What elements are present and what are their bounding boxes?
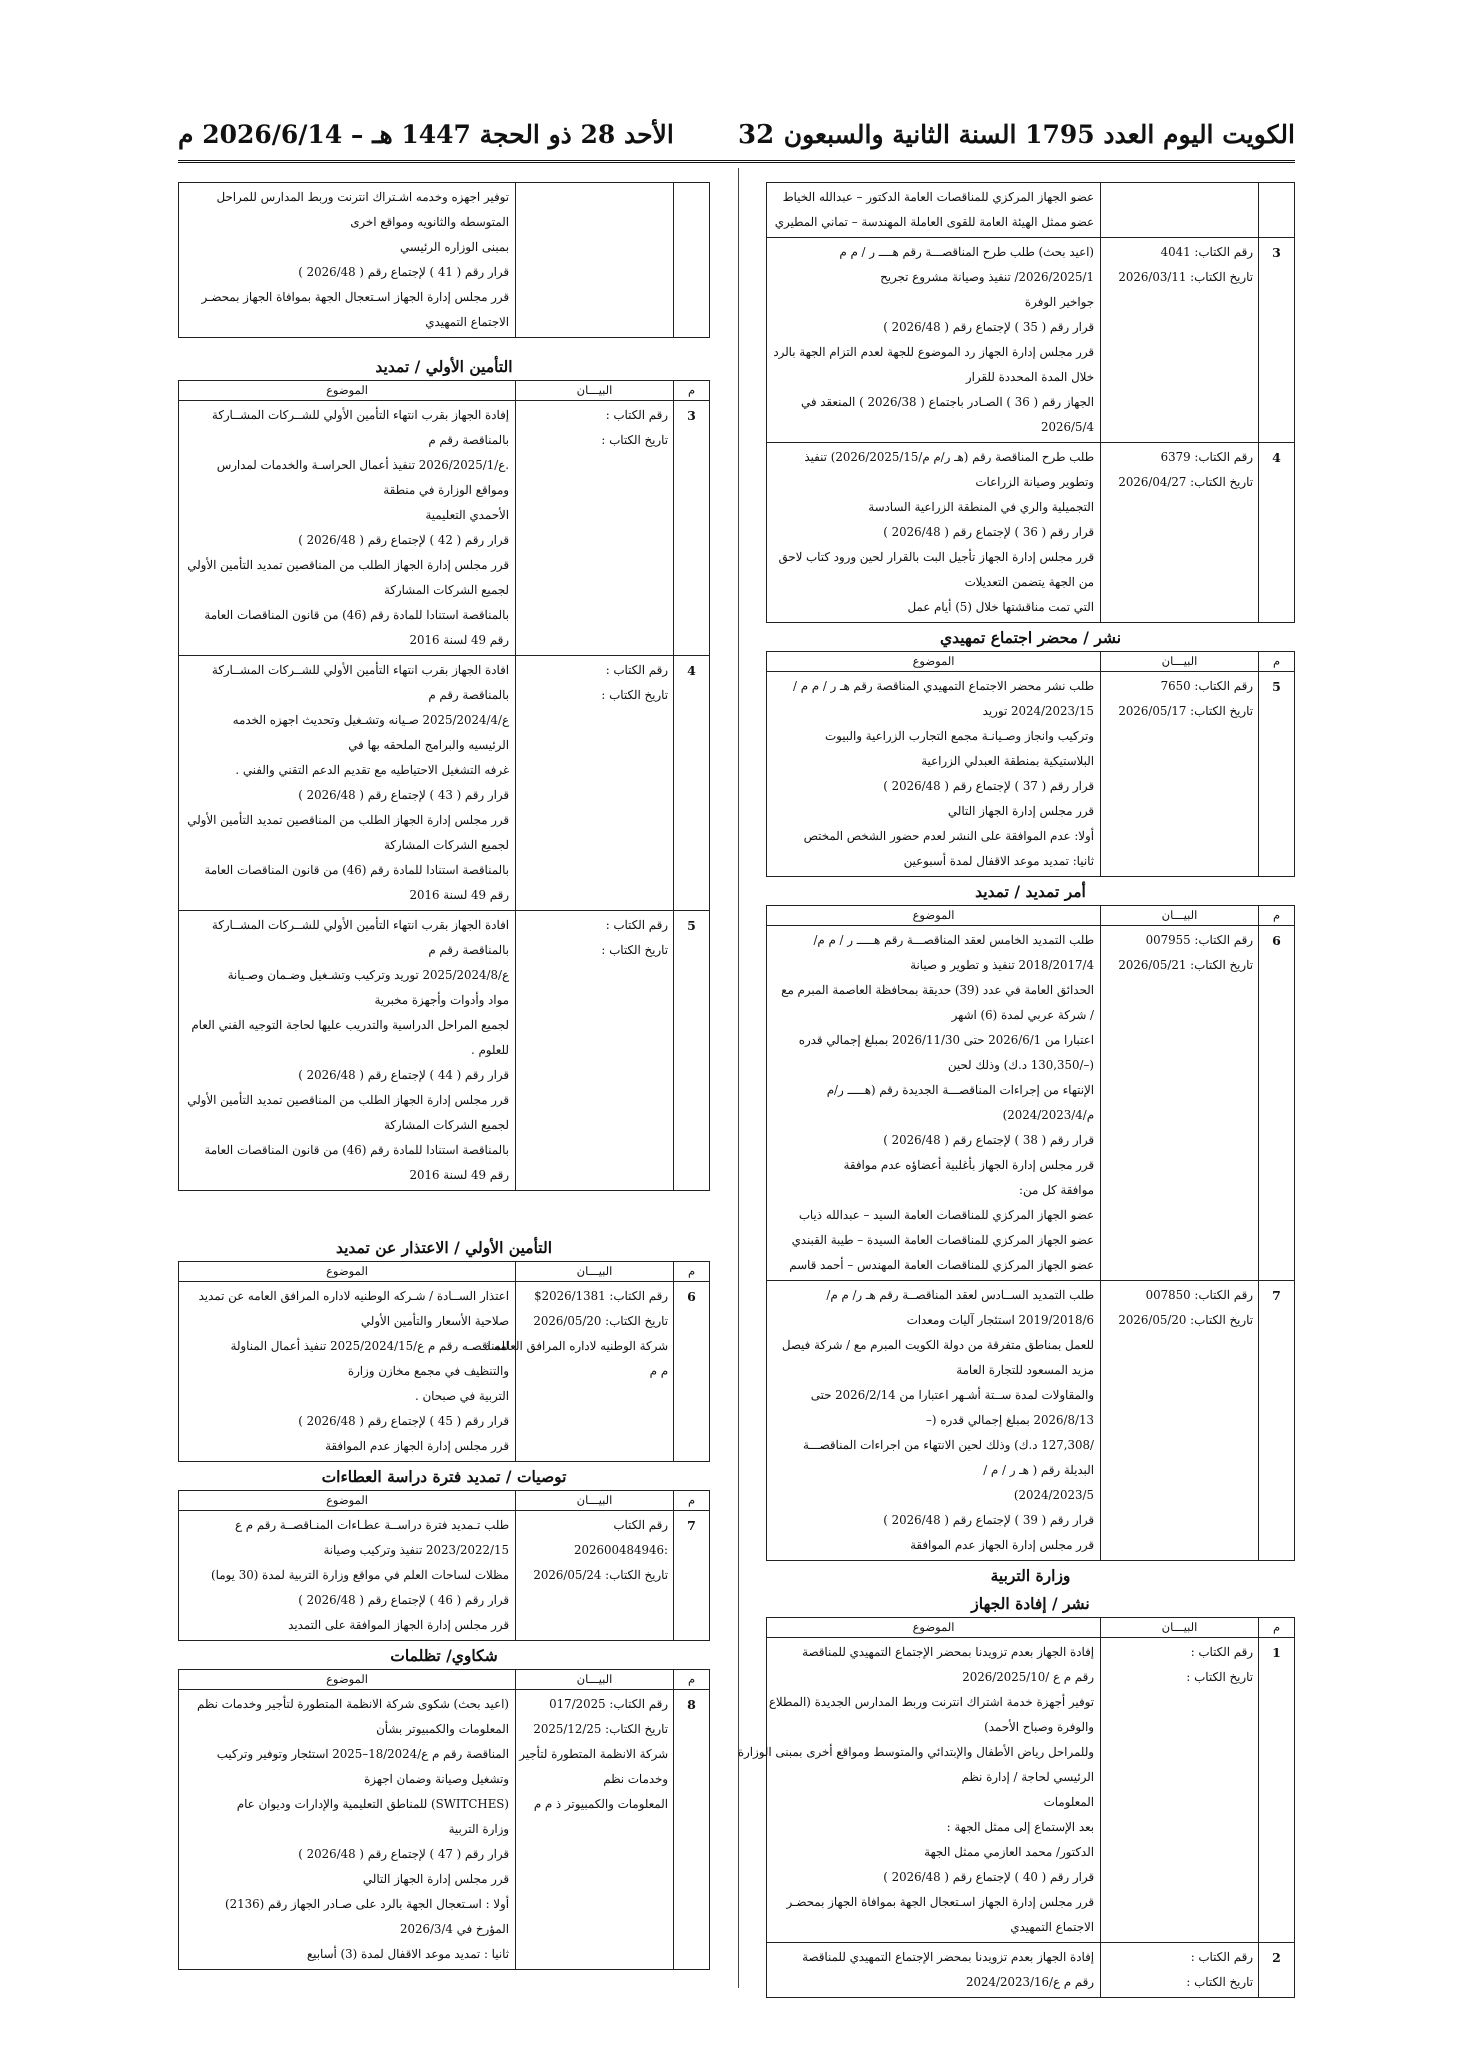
- col-header-statement: البيـــان: [1101, 652, 1259, 672]
- text-line: بعد الإستماع إلى ممثل الجهة :: [946, 1820, 1094, 1834]
- statement-cell: [516, 656, 674, 911]
- text-line: رقم م ع/2024/2023/16: [965, 1975, 1094, 1989]
- col-header-statement: البيـــان: [516, 1670, 674, 1690]
- text-line: 2024/2023/15 توريد: [982, 704, 1094, 718]
- statement-cell: [1101, 926, 1259, 1281]
- col-header-subject: الموضوع: [179, 1262, 516, 1282]
- statement-cell: [1101, 238, 1259, 443]
- text-line: بالمناقصة استنادا للمادة رقم (46) من قانون المناقصات العامة: [204, 1143, 509, 1157]
- text-line: تاريخ الكتاب :: [601, 943, 668, 957]
- table-row: [767, 443, 1295, 623]
- table-row: [179, 656, 710, 911]
- text-line: رقم الكتاب: 007850: [1145, 1288, 1253, 1302]
- text-line: شركة الوطنيه لاداره المرافق العامه ذ: [484, 1339, 668, 1353]
- text-line: قرر مجلس إدارة الجهاز اسـتعجال الجهة بموافاة الجهاز بمحضـر: [201, 290, 509, 304]
- row-number-cell: 7: [674, 1511, 710, 1641]
- table-row: [767, 926, 1295, 1281]
- text-line: /127,308 د.ك) وذلك لحين الانتهاء من اجراءات المناقصـــة: [802, 1438, 1094, 1452]
- text-line: غرفه التشغيل الاحتياطيه مع تقديم الدعم التقني والفني .: [235, 763, 509, 777]
- text-line: قرار رقم ( 45 ) لإجتماع رقم ( 2026/48 ): [298, 1414, 509, 1428]
- subject-cell: [179, 911, 516, 1191]
- text-line: لجميع الشركات المشاركة: [383, 583, 509, 597]
- text-line: المعلومات: [1043, 1795, 1094, 1809]
- text-line: توفير أجهزة خدمة اشتراك انترنت وربط المدارس الجديدة (المطلاع: [768, 1695, 1094, 1709]
- row-number-cell: 7: [1259, 1281, 1295, 1561]
- issue-date: الأحد 28 ذو الحجة 1447 هـ – 2026/6/14 م: [178, 120, 674, 149]
- text-line: اعتذار الســادة / شـركه الوطنيه لاداره المرافق العامه عن تمديد: [198, 1289, 509, 1303]
- row-number-cell: 1: [1259, 1638, 1295, 1943]
- text-line: طلب تـمديد فترة دراســة عطـاءات المنـاقصــة رقم م ع: [235, 1518, 509, 1532]
- text-line: قرار رقم ( 44 ) لإجتماع رقم ( 2026/48 ): [298, 1068, 509, 1082]
- statement-cell: [516, 1511, 674, 1641]
- text-line: تاريخ الكتاب: 2026/05/21: [1118, 958, 1253, 972]
- statement-cell: [484, 1282, 674, 1462]
- text-line: التجميلية والري في المنطقة الزراعية السادسة: [868, 500, 1094, 514]
- col-header-subject: الموضوع: [767, 906, 1101, 926]
- statement-cell: [1101, 672, 1259, 877]
- text-line: المؤرخ في 2026/3/4: [399, 1922, 509, 1936]
- col-header-statement: البيـــان: [516, 381, 674, 401]
- col-header-num: م: [1259, 1618, 1295, 1638]
- text-line: قرار رقم ( 39 ) لإجتماع رقم ( 2026/48 ): [883, 1513, 1094, 1527]
- text-line: البديلة رقم ( هـ ر / م /: [983, 1463, 1094, 1477]
- text-line: موافقة كل من:: [1019, 1183, 1094, 1197]
- section-title: التأمين الأولي / تمديد: [375, 357, 513, 376]
- text-line: تاريخ الكتاب: 2026/05/17: [1118, 704, 1253, 718]
- text-line: ع/2025/2024/8 توريد وتركيب وتشـغيل وضـمان وصـيانة: [227, 968, 509, 982]
- text-line: وخدمات نظم: [603, 1772, 668, 1786]
- text-line: قرار رقم ( 42 ) لإجتماع رقم ( 2026/48 ): [298, 533, 509, 547]
- col-header-num: م: [674, 1262, 710, 1282]
- text-line: المتوسطه والثانويه ومواقع اخرى: [350, 215, 509, 229]
- text-line: توفير اجهزه وخدمه اشـتراك انترنت وربط المدارس للمراحل: [216, 190, 509, 204]
- text-line: تاريخ الكتاب :: [1186, 1975, 1253, 1989]
- subject-cell: [737, 1638, 1101, 1943]
- text-line: قرر مجلس إدارة الجهاز اسـتعجال الجهة بموافاة الجهاز بمحضـر: [786, 1895, 1094, 1909]
- col-header-statement: البيـــان: [1101, 906, 1259, 926]
- table-row: [179, 1282, 710, 1462]
- text-line: رقم الكتاب: 7650: [1160, 679, 1253, 693]
- text-line: الجهاز رقم ( 36 ) الصـادر باجتماع ( 2026/38 ) المنعقد في: [801, 395, 1094, 409]
- text-line: ومواقع الوزارة في منطقة: [383, 483, 509, 497]
- statement-cell: [1101, 183, 1259, 238]
- col-header-num: م: [1259, 652, 1295, 672]
- col-header-num: م: [674, 1670, 710, 1690]
- text-line: رقم م ع /2026/2025/10: [962, 1670, 1094, 1684]
- text-line: التربية في صبحان .: [414, 1389, 509, 1403]
- text-line: وزارة التربية: [448, 1822, 509, 1836]
- text-line: طلب طرح المناقصة رقم (هـ ر/م م/2026/2025/15) تنفيذ: [804, 450, 1094, 464]
- text-line: قرر مجلس إدارة الجهاز الطلب من المناقصين تمديد التأمين الأولي: [187, 1093, 509, 1107]
- right-column: [737, 182, 1295, 1998]
- text-line: وتشغيل وصيانة وضمان اجهزة: [364, 1772, 509, 1786]
- subject-cell: [767, 443, 1101, 623]
- col-header-subject: الموضوع: [179, 381, 516, 401]
- text-line: رقم الكتاب :: [605, 663, 668, 677]
- text-line: بالمناقصة رقم م: [428, 433, 509, 447]
- col-header-num: م: [674, 1491, 710, 1511]
- decisions-table: [178, 1669, 710, 1970]
- subject-cell: [179, 1511, 516, 1641]
- subject-cell: [767, 672, 1101, 877]
- col-header-num: م: [1259, 906, 1295, 926]
- text-line: (اعيد بحث) شكوى شركة الانظمة المتطورة لتأجير وخدمات نظم: [197, 1697, 509, 1711]
- text-line: .ع/2026/2025/1 تنفيذ أعمال الحراسـة والخدمات لمدارس: [216, 458, 509, 472]
- text-line: تاريخ الكتاب: 2026/04/27: [1118, 475, 1253, 489]
- text-line: أولا: عدم الموافقة على النشر لعدم حضور الشخص المختص: [803, 829, 1094, 843]
- text-line: عضو الجهاز المركزي للمناقصات العامة الدكتور – عبدالله الخياط: [782, 190, 1094, 204]
- text-line: طلب التمديد الســادس لعقد المناقصــة رقم هـ ر/ م م/: [826, 1288, 1094, 1302]
- text-line: تاريخ الكتاب: 2026/05/20: [533, 1314, 668, 1328]
- text-line: قرر مجلس إدارة الجهاز بأغلبية أعضاؤه عدم موافقة: [843, 1158, 1094, 1172]
- section-title: توصيات / تمديد فترة دراسة العطاءات: [321, 1467, 567, 1486]
- subject-cell: [179, 656, 516, 911]
- col-header-num: م: [674, 381, 710, 401]
- text-line: ثانيا: تمديد موعد الاقفال لمدة أسبوعين: [903, 854, 1094, 868]
- text-line: قرر مجلس إدارة الجهاز التالي: [947, 804, 1094, 818]
- text-line: قرار رقم ( 43 ) لإجتماع رقم ( 2026/48 ): [298, 788, 509, 802]
- gazette-issue-title: الكويت اليوم العدد 1795 السنة الثانية والسبعون: [783, 120, 1295, 149]
- text-line: أولا : اسـتعجال الجهة بالرد على صـادر الجهاز رقم (2136): [225, 1897, 509, 1911]
- statement-cell: [1101, 1281, 1259, 1561]
- row-number-cell: [1259, 183, 1295, 238]
- text-line: الإنتهاء من إجراءات المناقصـــة الجديدة رقم (هـــــ ر/م: [826, 1083, 1094, 1097]
- text-line: طلب نشر محضر الاجتماع التمهيدي المناقصة رقم هـ ر / م م /: [792, 679, 1094, 693]
- statement-cell: [1101, 1638, 1259, 1943]
- decisions-table: [178, 1490, 710, 1641]
- text-line: تاريخ الكتاب :: [1186, 1670, 1253, 1684]
- section-title: شكاوي/ تظلمات: [390, 1646, 498, 1665]
- text-line: المعلومات والكمبيوتر ذ م م: [533, 1797, 668, 1811]
- table-row: [767, 1281, 1295, 1561]
- text-line: عضو ممثل الهيئة العامة للقوى العاملة المهندسة – تماني المطيري: [774, 215, 1094, 229]
- table-header-row: [179, 1491, 710, 1511]
- subject-cell: [179, 1690, 516, 1970]
- text-line: 2019/2018/6 استئجار آليات ومعدات: [906, 1313, 1094, 1327]
- statement-cell: [516, 401, 674, 656]
- text-line: ع/2025/2024/4 صـيانه وتشـغيل وتحديث اجهزه الخدمه: [232, 713, 509, 727]
- text-line: رقم الكتاب: 2026/1381$: [534, 1289, 668, 1303]
- text-line: طلب التمديد الخامس لعقد المناقصـــة رقم هـــــ ر / م م/: [813, 933, 1094, 947]
- page-header: [178, 120, 1295, 160]
- row-number-cell: 6: [1259, 926, 1295, 1281]
- subject-cell: [767, 1943, 1101, 1998]
- col-header-statement: البيـــان: [516, 1491, 674, 1511]
- text-line: قرار رقم ( 41 ) لإجتماع رقم ( 2026/48 ): [298, 265, 509, 279]
- text-line: رقم 49 لسنة 2016: [409, 888, 509, 902]
- decisions-table: [766, 651, 1295, 877]
- text-line: رقم الكتاب: [613, 1518, 668, 1532]
- text-line: رقم الكتاب: 007955: [1145, 933, 1253, 947]
- col-header-subject: الموضوع: [767, 1618, 1101, 1638]
- text-line: البلاستيكية بمنطقة العبدلي الزراعية: [921, 754, 1094, 768]
- text-line: عضو الجهاز المركزي للمناقصات العامة السيدة – طيبة القبندي: [791, 1233, 1094, 1247]
- text-line: بالمناقصة استنادا للمادة رقم (46) من قانون المناقصات العامة: [204, 608, 509, 622]
- text-line: رقم الكتاب :: [605, 918, 668, 932]
- text-line: (SWITCHES) للمناطق التعليمية والإدارات وديوان عام: [236, 1797, 509, 1811]
- table-row: [767, 672, 1295, 877]
- text-line: م/2024/2023/4): [1002, 1108, 1094, 1122]
- text-line: والوفرة وصباح الأحمد): [984, 1720, 1094, 1734]
- subject-cell: [767, 238, 1101, 443]
- subject-cell: [179, 1282, 516, 1462]
- continuation-table: [766, 182, 1295, 623]
- text-line: 2026/5/4: [1041, 420, 1094, 434]
- text-line: والتنظيف في مجمع مخازن وزارة: [347, 1364, 509, 1378]
- text-line: عضو الجهاز المركزي للمناقصات العامة السيد – عبدالله ذياب: [798, 1208, 1094, 1222]
- table-header-row: [767, 1618, 1295, 1638]
- subject-cell: [767, 183, 1101, 238]
- text-line: قرر مجلس إدارة الجهاز رد الموضوع للجهة لعدم التزام الجهة بالرد: [773, 345, 1094, 359]
- text-line: قرار رقم ( 36 ) لإجتماع رقم ( 2026/48 ): [883, 525, 1094, 539]
- text-line: م م: [649, 1364, 668, 1378]
- header-rule: [178, 160, 1295, 163]
- decisions-table: [178, 380, 710, 1191]
- text-line: خلال المدة المحددة للقرار: [965, 370, 1094, 384]
- text-line: قرر مجلس إدارة الجهاز الطلب من المناقصين تمديد التأمين الأولي: [187, 813, 509, 827]
- text-line: قرر مجلس إدارة الجهاز تأجيل البت بالقرار لحين ورود كتاب لاحق: [778, 550, 1094, 564]
- table-header-row: [179, 381, 710, 401]
- text-line: تاريخ الكتاب :: [601, 688, 668, 702]
- col-header-subject: الموضوع: [179, 1491, 516, 1511]
- text-line: 2023/2022/15 تنفيذ وتركيب وصيانة: [323, 1543, 509, 1557]
- text-line: تاريخ الكتاب: 2025/12/25: [533, 1722, 668, 1736]
- row-number-cell: 2: [1259, 1943, 1295, 1998]
- text-line: الأحمدي التعليمية: [425, 508, 509, 522]
- text-line: قرار رقم ( 37 ) لإجتماع رقم ( 2026/48 ): [883, 779, 1094, 793]
- table-row: [767, 1943, 1295, 1998]
- text-line: 2024/2023/5): [1013, 1488, 1094, 1502]
- row-number-cell: 3: [1259, 238, 1295, 443]
- text-line: المعلومات والكمبيوتر بشأن: [376, 1722, 509, 1736]
- text-line: لجميع الشركات المشاركة: [383, 1118, 509, 1132]
- table-row: [767, 1638, 1295, 1943]
- section-title: التأمين الأولي / الاعتذار عن تمديد: [335, 1238, 553, 1257]
- text-line: لجميع المراحل الدراسية والتدريب عليها لحاجة التوجيه الفني العام: [191, 1018, 509, 1032]
- text-line: مظلات لساحات العلم في مواقع وزارة التربية لمدة (30 يوما): [211, 1568, 509, 1582]
- ministry-title: وزارة التربية: [990, 1566, 1071, 1585]
- table-header-row: [767, 652, 1295, 672]
- left-column: [178, 182, 710, 1970]
- text-line: رقم الكتاب :: [605, 408, 668, 422]
- text-line: قرار رقم ( 38 ) لإجتماع رقم ( 2026/48 ): [883, 1133, 1094, 1147]
- text-line: من الجهة يتضمن التعديلات: [964, 575, 1094, 589]
- subject-cell: [179, 183, 516, 338]
- text-line: رقم الكتاب :: [1190, 1645, 1253, 1659]
- text-line: والمقاولات لمدة ســتة أشـهر اعتبارا من 2026/2/14 حتى: [810, 1388, 1094, 1402]
- continuation-table: [178, 182, 710, 338]
- text-line: قرر مجلس إدارة الجهاز التالي: [362, 1872, 509, 1886]
- page-number: 32: [738, 120, 775, 150]
- text-line: بالمناقصة رقم م: [428, 688, 509, 702]
- column-divider: [738, 168, 739, 1988]
- text-line: قرار رقم ( 46 ) لإجتماع رقم ( 2026/48 ): [298, 1593, 509, 1607]
- text-line: مواد وأدوات وأجهزة مخبرية: [374, 993, 509, 1007]
- statement-cell: [516, 1690, 674, 1970]
- section-title: أمر تمديد / تمديد: [975, 882, 1086, 901]
- col-header-subject: الموضوع: [179, 1670, 516, 1690]
- text-line: وتركيب وانجاز وصـيانـة مجمع التجارب الزراعية والبيوت: [825, 729, 1094, 743]
- subject-cell: [179, 401, 516, 656]
- text-line: الدكتور/ محمد العازمي ممثل الجهة: [924, 1845, 1094, 1859]
- table-row: [767, 238, 1295, 443]
- text-line: المناقصة رقم م ع/18/2024–2025 استئجار وتوفير وتركيب: [216, 1747, 509, 1761]
- text-line: الرئيسيه والبرامج الملحقه بها في: [348, 738, 509, 752]
- text-line: بالمناقصة استنادا للمادة رقم (46) من قانون المناقصات العامة: [204, 863, 509, 877]
- text-line: وللمراحل رياض الأطفال والإبتدائي والمتوسط ومواقع أخرى بمبنى الوزارة: [737, 1745, 1094, 1759]
- table-row: [179, 1690, 710, 1970]
- text-line: رقم الكتاب: 017/2025: [549, 1697, 668, 1711]
- text-line: افادة الجهاز بقرب انتهاء التأمين الأولي للشــركات المشــاركة: [211, 663, 509, 677]
- text-line: الرئيسي لحاجة / إدارة نظم: [961, 1770, 1094, 1784]
- text-line: التي تمت مناقشتها خلال (5) أيام عمل: [907, 600, 1094, 614]
- text-line: جواخير الوفرة: [1024, 295, 1094, 309]
- text-line: 2018/2017/4 تنفيذ و تطوير و صيانة: [910, 958, 1094, 972]
- text-line: رقم 49 لسنة 2016: [409, 1168, 509, 1182]
- text-line: وتطوير وصيانة الزراعات: [975, 475, 1094, 489]
- row-number-cell: [674, 183, 710, 338]
- text-line: قرار رقم ( 35 ) لإجتماع رقم ( 2026/48 ): [883, 320, 1094, 334]
- table-row: [179, 911, 710, 1191]
- table-header-row: [767, 906, 1295, 926]
- table-header-row: [179, 1670, 710, 1690]
- statement-cell: [516, 911, 674, 1191]
- text-line: شركة الانظمة المتطورة لتأجير: [519, 1747, 668, 1761]
- table-row: [179, 1511, 710, 1641]
- statement-cell: [1101, 1943, 1259, 1998]
- text-line: / شركة عربي لمدة (6) اشهر: [951, 1008, 1094, 1022]
- text-line: تاريخ الكتاب: 2026/03/11: [1118, 270, 1253, 284]
- col-header-subject: الموضوع: [767, 652, 1101, 672]
- section-title: نشر / إفادة الجهاز: [971, 1594, 1090, 1613]
- text-line: قرر مجلس إدارة الجهاز الطلب من المناقصين تمديد التأمين الأولي: [187, 558, 509, 572]
- text-line: (اعيد بحث) طلب طرح المناقصـــة رقم هــــ ر / م م: [839, 245, 1094, 259]
- row-number-cell: 4: [674, 656, 710, 911]
- text-line: قرر مجلس إدارة الجهاز الموافقة على التمديد: [288, 1618, 509, 1632]
- text-line: اعتبارا من 2026/6/1 حتى 2026/11/30 بمبلغ إجمالي قدره: [798, 1033, 1094, 1047]
- text-line: إفادة الجهاز بعدم تزويدنا بمحضر الإجتماع التمهيدي للمناقصة: [802, 1950, 1094, 1964]
- row-number-cell: 4: [1259, 443, 1295, 623]
- text-line: تاريخ الكتاب: 2026/05/20: [1118, 1313, 1253, 1327]
- subject-cell: [767, 1281, 1101, 1561]
- text-line: تاريخ الكتاب: 2026/05/24: [533, 1568, 668, 1582]
- table-row: [179, 401, 710, 656]
- row-number-cell: 5: [1259, 672, 1295, 877]
- text-line: :202600484946: [573, 1543, 668, 1557]
- text-line: قرر مجلس إدارة الجهاز عدم الموافقة: [325, 1439, 509, 1453]
- text-line: تاريخ الكتاب :: [601, 433, 668, 447]
- text-line: عضو الجهاز المركزي للمناقصات العامة المهندس – أحمد قاسم: [789, 1258, 1094, 1272]
- row-number-cell: 6: [674, 1282, 710, 1462]
- text-line: 2026/8/13 بمبلغ إجمالي قدره (–: [926, 1413, 1094, 1427]
- text-line: صلاحية الأسعار والتأمين الأولي: [360, 1314, 509, 1328]
- text-line: قرر مجلس إدارة الجهاز عدم الموافقة: [910, 1538, 1094, 1552]
- text-line: (–/130,350 د.ك) وذلك لحين: [947, 1058, 1094, 1072]
- statement-cell: [516, 183, 674, 338]
- table-header-row: [179, 1262, 710, 1282]
- row-number-cell: 3: [674, 401, 710, 656]
- text-line: الاجتماع التمهيدي: [425, 315, 509, 329]
- row-number-cell: 8: [674, 1690, 710, 1970]
- text-line: رقم الكتاب: 4041: [1160, 245, 1253, 259]
- text-line: الاجتماع التمهيدي: [1010, 1920, 1094, 1934]
- text-line: رقم الكتاب: 6379: [1160, 450, 1253, 464]
- col-header-statement: البيـــان: [516, 1262, 674, 1282]
- text-line: بالمناقصة رقم م: [428, 943, 509, 957]
- col-header-statement: البيـــان: [1101, 1618, 1259, 1638]
- text-line: إفادة الجهاز بعدم تزويدنا بمحضر الإجتماع التمهيدي للمناقصة: [802, 1645, 1094, 1659]
- decisions-table: [766, 905, 1295, 1561]
- text-line: 2026/2025/1/ تنفيذ وصيانة مشروع تجريح: [880, 270, 1094, 284]
- text-line: قرار رقم ( 40 ) لإجتماع رقم ( 2026/48 ): [883, 1870, 1094, 1884]
- text-line: للعمل بمناطق متفرقة من دولة الكويت المبرم مع / شركة فيصل: [781, 1338, 1094, 1352]
- text-line: قرار رقم ( 47 ) لإجتماع رقم ( 2026/48 ): [298, 1847, 509, 1861]
- text-line: ثانيا : تمديد موعد الاقفال لمدة (3) أسابيع: [306, 1947, 509, 1961]
- text-line: رقم الكتاب :: [1190, 1950, 1253, 1964]
- text-line: لجميع الشركات المشاركة: [383, 838, 509, 852]
- decisions-table: [178, 1261, 710, 1462]
- text-line: إفادة الجهاز بقرب انتهاء التأمين الأولي للشــركات المشــاركة: [211, 408, 509, 422]
- text-line: مزيد المسعود للتجارة العامة: [956, 1363, 1094, 1377]
- text-line: للعلوم .: [471, 1043, 509, 1057]
- row-number-cell: 5: [674, 911, 710, 1191]
- text-line: بمبنى الوزاره الرئيسي: [400, 240, 509, 254]
- text-line: رقم 49 لسنة 2016: [409, 633, 509, 647]
- text-line: افادة الجهاز بقرب انتهاء التأمين الأولي للشــركات المشــاركة: [211, 918, 509, 932]
- subject-cell: [767, 926, 1101, 1281]
- text-line: للمناقصـه رقم م ع/2025/2024/15 تنفيذ أعمال المناولة: [230, 1339, 509, 1353]
- section-title: نشر / محضر اجتماع تمهيدي: [939, 628, 1122, 647]
- decisions-table: [737, 1617, 1295, 1998]
- statement-cell: [1101, 443, 1259, 623]
- text-line: الحدائق العامة في عدد (39) حديقة بمحافظة العاصمة المبرم مع: [781, 983, 1094, 997]
